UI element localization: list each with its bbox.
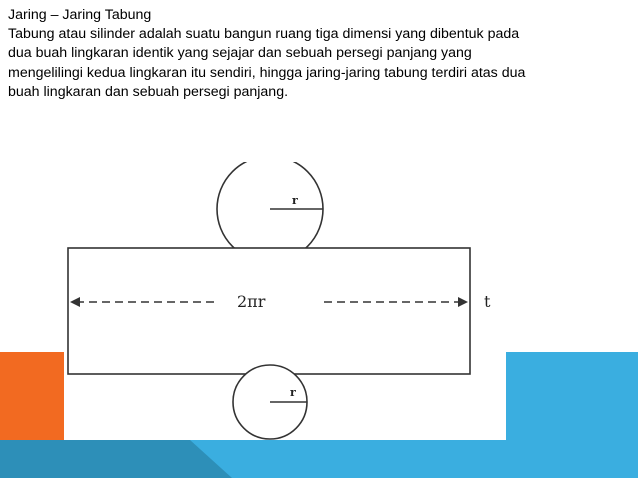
lateral-rectangle [68, 248, 470, 374]
slide-text [8, 6, 628, 102]
body-line-4: buah lingkaran dan sebuah persegi panjang. [8, 83, 289, 100]
slide-title: Jaring – Jaring Tabung [8, 7, 152, 23]
height-label: t [484, 292, 491, 311]
top-radius-label: r [292, 194, 298, 207]
blue-band [506, 352, 638, 478]
body-line-1: Tabung atau silinder adalah suatu bangun ruang tiga dimensi yang dibentuk pada [8, 26, 520, 43]
body-line-3: mengelilingi kedua lingkaran itu sendiri, hingga jaring-jaring tabung terdiri atas dua [8, 64, 526, 81]
body-line-2: dua buah lingkaran identik yang sejajar dan sebuah persegi panjang yang [8, 45, 472, 62]
width-label: 2πr [237, 292, 266, 311]
bottom-radius-label: r [290, 386, 296, 399]
top-circle [217, 162, 323, 262]
cylinder-net-figure [64, 162, 506, 440]
dark-teal-band [190, 440, 506, 478]
cylinder-net-diagram [64, 162, 506, 440]
